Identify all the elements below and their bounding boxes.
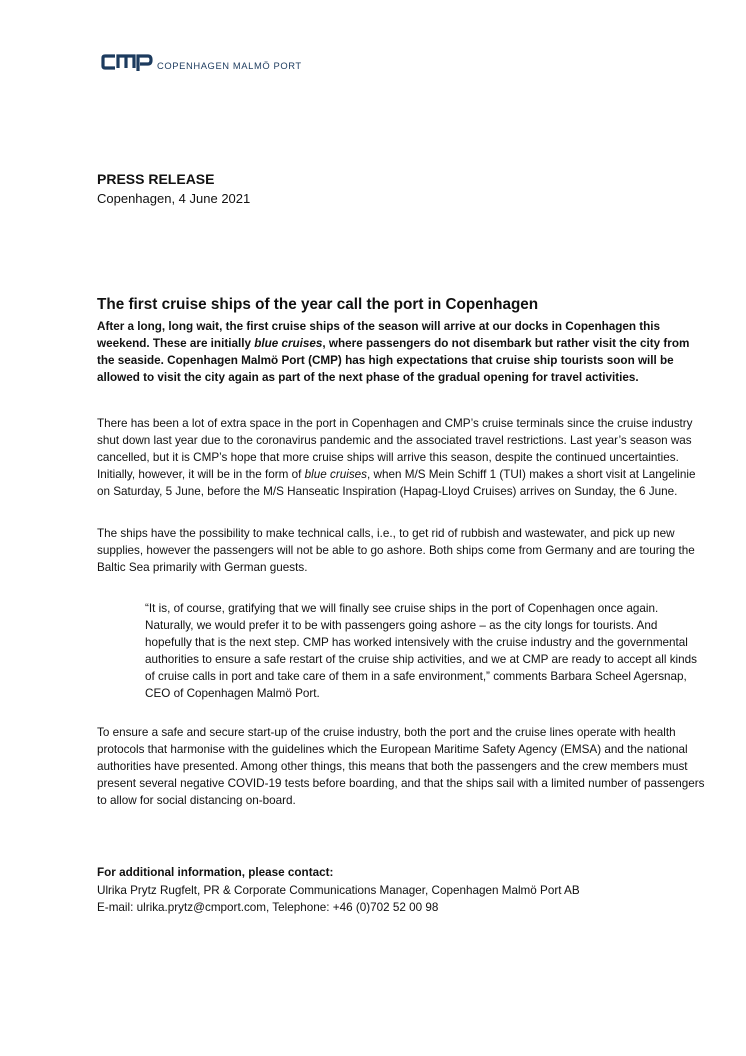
ceo-quote: “It is, of course, gratifying that we will finally see cruise ships in the port of Copenhagen once again. Naturally, we would prefer it to be with passengers going ashore – as the city longs for tourists. And hopefully that is the next step. CMP has worked intensively with the cruise industry and the governmental authorities to ensure a safe restart of the cruise ship activities, and we at CMP are ready to accept all kinds of cruise calls in port and take care of them in a safe environment,” comments Barbara Scheel Agersnap, CEO of Copenhagen Malmö Port. <box>145 602 697 700</box>
paragraph-1-italic-text: blue cruises <box>304 468 368 481</box>
cmp-logo-mark <box>101 53 153 71</box>
lead-text: After a long, long wait, the first cruise ships of the season will arrive at our docks in Copenhagen this weekend. These are initially <box>97 320 661 350</box>
lead-italic-text: blue cruises <box>254 337 323 350</box>
contact-person: Ulrika Prytz Rugfelt, PR & Corporate Communications Manager, Copenhagen Malmö Port AB <box>97 884 580 897</box>
article-lead <box>97 318 707 386</box>
company-logo <box>101 53 302 71</box>
contact-details: E-mail: ulrika.prytz@cmport.com, Telephone: +46 (0)702 52 00 98 <box>97 901 439 914</box>
article-headline: The first cruise ships of the year call the port in Copenhagen <box>97 296 539 313</box>
lead-text-continued: , where passengers do not disembark but rather visit the city from the seaside. Copenhagen Malmö Port (CMP) has high expectations that cruise ship tourists soon will be allowed to visit the city again as part of the next phase of the gradual opening for travel activities. <box>97 337 690 384</box>
press-release-label: PRESS RELEASE <box>97 171 215 187</box>
paragraph-1-text-continued: , when M/S Mein Schiff 1 (TUI) makes a short visit at Langelinie on Saturday, 5 June, before the M/S Hanseatic Inspiration (Hapag-Lloyd Cruises) arrives on Sunday, the 6 June. <box>97 468 696 498</box>
article-paragraph-2: The ships have the possibility to make technical calls, i.e., to get rid of rubbish and wastewater, and pick up new supplies, however the passengers will not be able to go ashore. Both ships come from Germany and are touring the Baltic Sea primarily with German guests. <box>97 527 695 574</box>
press-release-place-date: Copenhagen, 4 June 2021 <box>97 191 251 206</box>
paragraph-1-text: There has been a lot of extra space in the port in Copenhagen and CMP’s cruise terminals since the cruise industry shut down last year due to the coronavirus pandemic and the associated travel restrictions. Last year’s season was cancelled, but it is CMP’s hope that more cruise ships will arrive this season, despite the continued uncertainties. Initially, however, it will be in the form of <box>97 417 693 481</box>
article-paragraph-3: To ensure a safe and secure start-up of the cruise industry, both the port and the cruise lines operate with health protocols that harmonise with the guidelines which the European Maritime Safety Agency (EMSA) and the national authorities have presented. Among other things, this means that both the passengers and the crew members must present several negative COVID-19 tests before boarding, and that the ships sail with a limited number of passengers to allow for social distancing on-board. <box>97 726 705 807</box>
logo-company-name: COPENHAGEN MALMÖ PORT <box>157 60 302 71</box>
contact-heading: For additional information, please contact: <box>97 866 334 879</box>
article-paragraph-1 <box>97 415 707 500</box>
